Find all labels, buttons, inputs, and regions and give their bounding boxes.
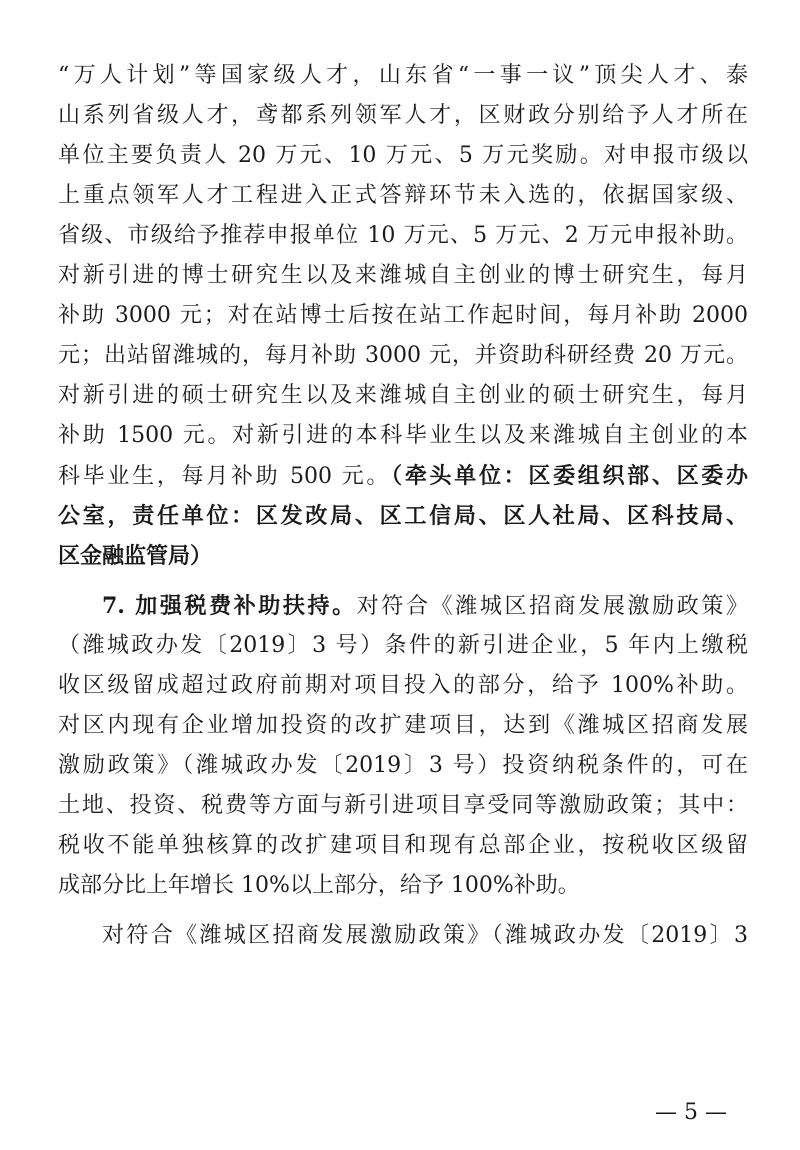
text-line: “万人计划”等国家级人才，山东省“一事一议”顶尖人才、泰 <box>58 63 748 88</box>
text-line: 省级、市级给予推荐申报单位 10 万元、5 万元、2 万元申报补助。 <box>58 223 748 248</box>
text-line <box>58 586 748 626</box>
text-line: 元；出站留潍城的，每月补助 3000 元，并资助科研经费 20 万元。 <box>58 343 748 368</box>
text-line: 土地、投资、税费等方面与新引进项目享受同等激励政策；其中： <box>58 793 748 818</box>
text-line: 成部分比上年增长 10%以上部分，给予 100%补助。 <box>58 873 580 898</box>
text-line: 对符合《潍城区招商发展激励政策》（潍城政办发〔2019〕3 <box>102 923 748 948</box>
paragraph-spacer <box>58 576 748 586</box>
page-number: — 5 — <box>655 1100 727 1125</box>
text-line: 山系列省级人才，鸢都系列领军人才，区财政分别给予人才所在 <box>58 103 748 128</box>
text-line: 对新引进的硕士研究生以及来潍城自主创业的硕士研究生，每月 <box>58 383 748 408</box>
text-line: 对新引进的博士研究生以及来潍城自主创业的博士研究生，每月 <box>58 263 748 288</box>
paragraph-existing-enterprises <box>58 916 748 956</box>
responsible-units-start: （牵头单位：区委组织部、区委办 <box>391 463 748 489</box>
paragraph-spacer <box>58 906 748 916</box>
text-line: 补助 3000 元；对在站博士后按在站工作起时间，每月补助 2000 <box>58 303 748 328</box>
paragraph-tax-subsidy <box>58 586 748 906</box>
responsible-units-line: 公室，责任单位：区发改局、区工信局、区人社局、区科技局、 <box>58 503 748 529</box>
text-line: 补助 1500 元。对新引进的本科毕业生以及来潍城自主创业的本 <box>58 423 748 448</box>
text-line: 收区级留成超过政府前期对项目投入的部分，给予 100%补助。 <box>58 673 748 698</box>
text-segment: 科毕业生，每月补助 500 元。 <box>58 464 392 489</box>
text-line: 单位主要负责人 20 万元、10 万元、5 万元奖励。对申报市级以 <box>58 143 748 168</box>
text-line <box>58 456 748 496</box>
text-line: 上重点领军人才工程进入正式答辩环节未入选的，依据国家级、 <box>58 183 748 208</box>
text-line: （潍城政办发〔2019〕3 号）条件的新引进企业，5 年内上缴税 <box>58 633 748 658</box>
document-body <box>58 56 748 956</box>
text-line: 税收不能单独核算的改扩建项目和现有总部企业，按税收区级留 <box>58 833 748 858</box>
text-segment: 对符合《潍城区招商发展激励政策》 <box>356 594 748 619</box>
text-line: 对区内现有企业增加投资的改扩建项目，达到《潍城区招商发展 <box>58 713 748 738</box>
text-line: 激励政策》（潍城政办发〔2019〕3 号）投资纳税条件的，可在 <box>58 753 748 778</box>
section-heading: 7. 加强税费补助扶持。 <box>102 593 357 619</box>
responsible-units-end: 区金融监管局） <box>58 543 213 569</box>
paragraph-talent-rewards <box>58 56 748 576</box>
